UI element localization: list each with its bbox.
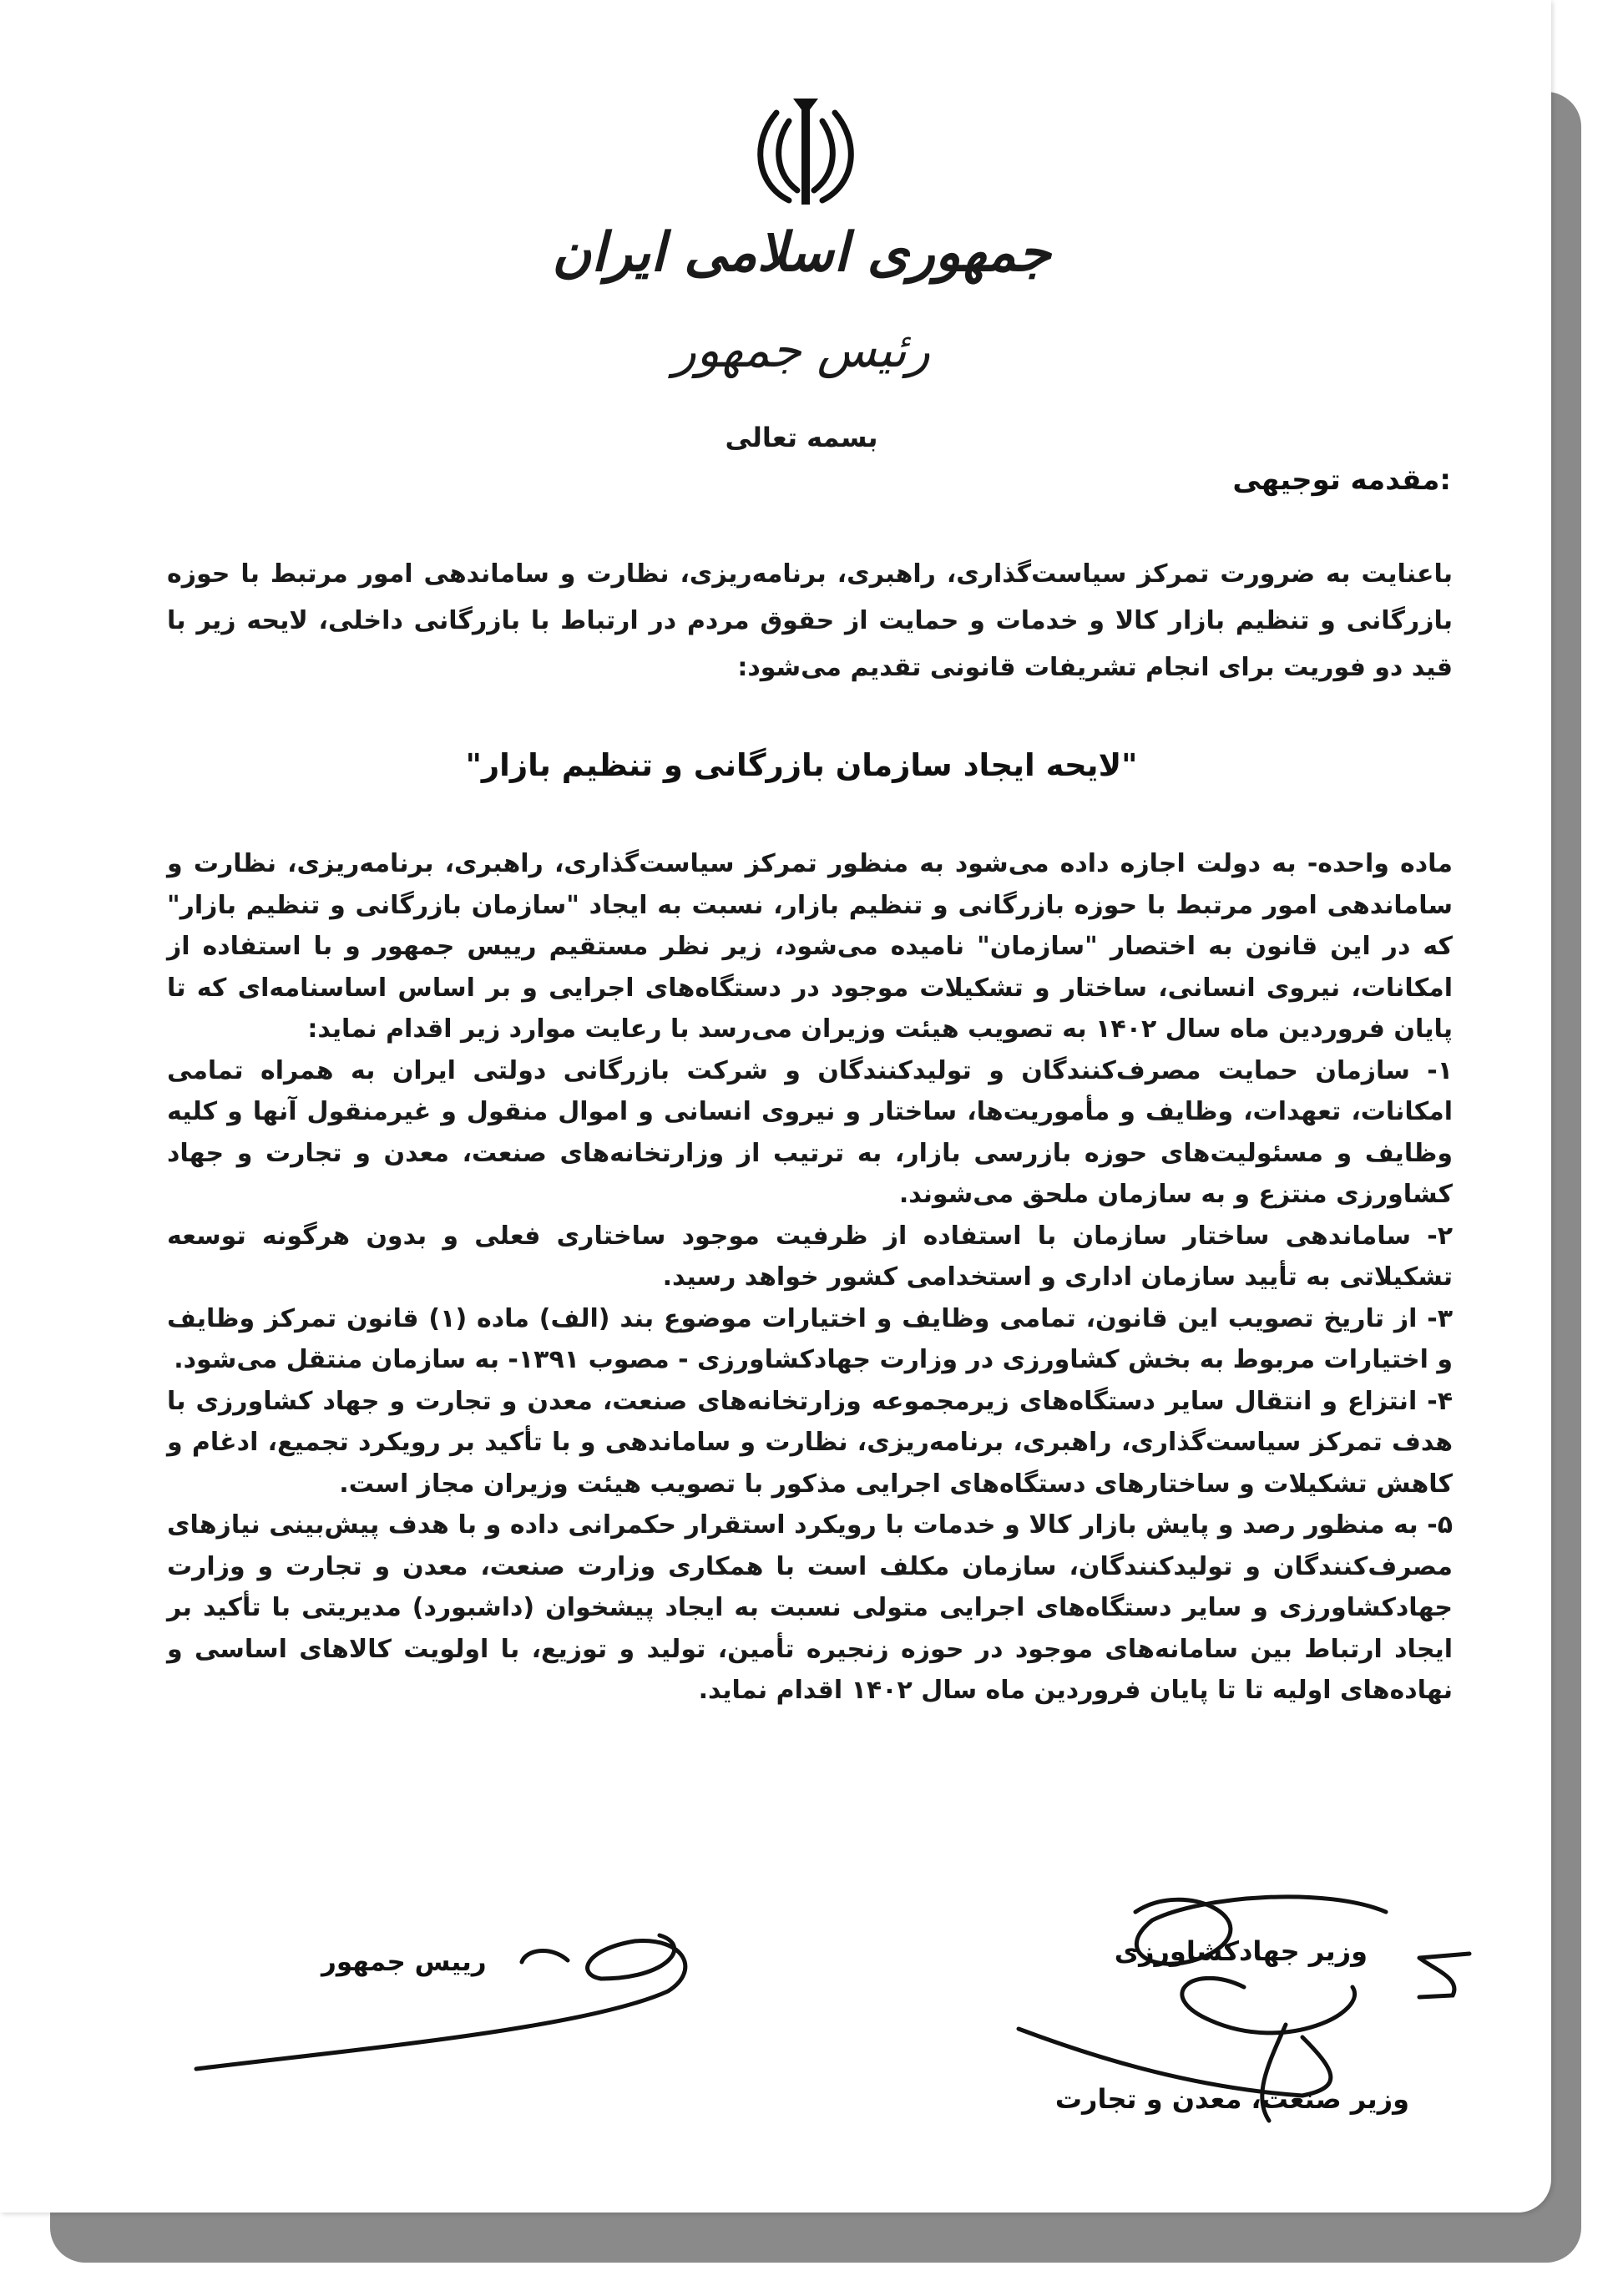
article-item-5: ۵- به منظور رصد و پایش بازار کالا و خدمات با رویکرد استقرار حکمرانی داده و با هدف پیش‌بینی نیازهای مصرف‌کنندگان و تولیدکنندگان، سازمان مکلف است با همکاری وزارت صنعت، معدن و تجارت و وزارت جهادکشاورزی و سایر دستگاه‌های اجرایی متولی نسبت به ایجاد پیشخوان (داشبورد) مدیریتی با تأکید بر ایجاد ارتباط بین سامانه‌های موجود در حوزه زنجیره تأمین، تولید و توزیع، با اولویت کالاهای اساسی و نهاده‌های اولیه تا تا پایان فروردین ماه سال ۱۴۰۲ اقدام نماید. <box>167 1510 1453 1705</box>
bill-title: "لایحه ایجاد سازمان بازرگانی و تنظیم بازار" <box>465 747 1138 783</box>
article-item-1: ۱- سازمان حمایت مصرف‌کنندگان و تولیدکنندگان و شرکت بازرگانی دولتی ایران به همراه تمامی امکانات، تعهدات، وظایف و مأموریت‌ها، ساختار و نیروی انسانی و اموال منقول و غیرمنقول آنها و کلیه وظایف و مسئولیت‌های حوزه بازرسی بازار، به ترتیب از وزارتخانه‌های صنعت، معدن و تجارت و جهاد کشاورزی منتزع و به سازمان ملحق می‌شوند. <box>167 1055 1453 1209</box>
intro-paragraph: باعنایت به ضرورت تمرکز سیاست‌گذاری، راهبری، برنامه‌ریزی، نظارت و ساماندهی امور مرتبط با حوزه بازرگانی و تنظیم بازار کالا و خدمات و حمایت از حقوق مردم در ارتباط با بازرگانی داخلی، لایحه زیر با قید دو فوریت برای انجام تشریفات قانونی تقدیم می‌شود: <box>167 559 1453 682</box>
president-signature-title: رییس جمهور <box>321 1947 487 1977</box>
article-item-3: ۳- از تاریخ تصویب این قانون، تمامی وظایف و اختیارات موضوع بند (الف) ماده (۱) قانون تمرکز وظایف و اختیارات مربوط به بخش کشاورزی در وزارت جهادکشاورزی - مصوب ۱۳۹۱- به سازمان منتقل می‌شود. <box>167 1303 1453 1374</box>
single-article: ماده واحده- به دولت اجازه داده می‌شود به منظور تمرکز سیاست‌گذاری، راهبری، برنامه‌ریزی، نظارت و ساماندهی امور مرتبط با حوزه بازرگانی و تنظیم بازار، نسبت به ایجاد "سازمان بازرگانی و تنظیم بازار" که در این قانون به اختصار "سازمان" نامیده می‌شود، زیر نظر مستقیم رییس جمهور و با استفاده از امکانات، نیروی انسانی، ساختار و تشکیلات موجود در دستگاه‌های اجرایی و بر اساس اساسنامه‌ای که تا پایان فروردین ماه سال ۱۴۰۲ به تصویب هیئت وزیران می‌رسد با رعایت موارد زیر اقدام نماید: <box>167 849 1453 1044</box>
office-title: رئیس جمهور <box>672 321 931 378</box>
article-item-2: ۲- ساماندهی ساختار سازمان با استفاده از ظرفیت موجود ساختاری فعلی و بدون هرگونه توسعه تشکیلاتی به تأیید سازمان اداری و استخدامی کشور خواهد رسید. <box>167 1221 1453 1292</box>
intro-heading: مقدمه توجیهی: <box>1232 463 1451 497</box>
country-name: جمهوری اسلامی ایران <box>552 221 1051 284</box>
article-item-4: ۴- انتزاع و انتقال سایر دستگاه‌های زیرمجموعه وزارتخانه‌های صنعت، معدن و تجارت و جهاد کشاورزی با هدف تمرکز سیاست‌گذاری، راهبری، برنامه‌ریزی، نظارت و ساماندهی و با تأکید بر رویکرد تجمیع، ادغام و کاهش تشکیلات و ساختارهای دستگاه‌های اجرایی مذکور با تصویب هیئت وزیران مجاز است. <box>167 1386 1453 1499</box>
agriculture-minister-title: وزیر جهادکشاورزی <box>1114 1935 1368 1967</box>
bismillah: بسمه تعالی <box>725 422 878 453</box>
industry-minister-title: وزیر صنعت، معدن و تجارت <box>1054 2083 1409 2115</box>
